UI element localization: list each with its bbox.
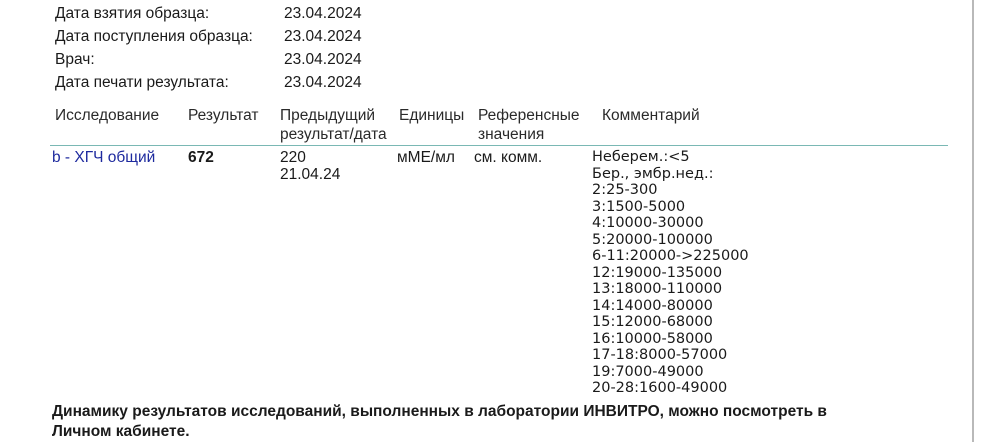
meta-value: 23.04.2024 bbox=[284, 5, 362, 22]
previous-result-value: 220 bbox=[280, 149, 306, 166]
column-header-text: Исследование bbox=[55, 107, 160, 124]
column-header-units bbox=[399, 106, 464, 125]
column-header-text: Комментарий bbox=[602, 107, 700, 124]
comment-cell bbox=[592, 149, 749, 397]
comment-line: 2:25-300 bbox=[592, 182, 658, 198]
reference-values: см. комм. bbox=[474, 149, 543, 166]
meta-label: Дата печати результата: bbox=[55, 74, 229, 91]
comment-line: 17-18:8000-57000 bbox=[592, 347, 728, 363]
column-header-text: Результат bbox=[188, 107, 259, 124]
previous-result bbox=[280, 149, 340, 183]
comment-line: Бер., эмбр.нед.: bbox=[592, 165, 714, 182]
comment-line: 16:10000-58000 bbox=[592, 330, 713, 347]
comment-line: 14:14000-80000 bbox=[592, 297, 713, 314]
column-header-text: Предыдущий bbox=[280, 107, 376, 124]
previous-result-date: 21.04.24 bbox=[280, 166, 341, 183]
test-name-link[interactable]: b - ХГЧ общий bbox=[52, 149, 156, 166]
comment-line: 13:18000-110000 bbox=[592, 281, 723, 297]
column-header-text: результат/дата bbox=[280, 126, 387, 143]
meta-value: 23.04.2024 bbox=[284, 51, 362, 68]
column-header-result bbox=[188, 106, 259, 125]
column-header-test bbox=[55, 106, 159, 125]
comment-line: 15:12000-68000 bbox=[592, 314, 713, 330]
test-units: мМЕ/мл bbox=[397, 149, 455, 166]
table-divider bbox=[50, 145, 948, 146]
meta-label: Врач: bbox=[55, 51, 95, 68]
footer-note-line: Динамику результатов исследований, выполненных в лаборатории ИНВИТРО, можно посмотреть в bbox=[52, 403, 827, 420]
meta-value: 23.04.2024 bbox=[284, 28, 362, 45]
meta-label: Дата поступления образца: bbox=[55, 28, 253, 45]
meta-label: Дата взятия образца: bbox=[55, 5, 210, 22]
column-header-text: Референсные bbox=[478, 107, 580, 124]
column-header-comment bbox=[602, 106, 700, 125]
column-header-text: Единицы bbox=[399, 107, 465, 124]
footer-note-line: Личном кабинете. bbox=[52, 423, 190, 440]
comment-line: 6-11:20000->225000 bbox=[592, 248, 749, 264]
footer-note bbox=[52, 402, 952, 442]
column-header-text: значения bbox=[478, 126, 545, 143]
column-header-previous bbox=[280, 106, 387, 144]
column-header-reference bbox=[478, 106, 580, 144]
comment-line: 12:19000-135000 bbox=[592, 264, 723, 281]
comment-line: 3:1500-5000 bbox=[592, 198, 686, 215]
comment-line: 4:10000-30000 bbox=[592, 215, 704, 231]
comment-line: 5:20000-100000 bbox=[592, 231, 713, 248]
meta-value: 23.04.2024 bbox=[284, 74, 362, 91]
comment-line: 19:7000-49000 bbox=[592, 363, 704, 380]
test-result-value: 672 bbox=[188, 149, 214, 166]
comment-line: 20-28:1600-49000 bbox=[592, 380, 728, 396]
comment-line: Неберем.:<5 bbox=[592, 149, 690, 165]
